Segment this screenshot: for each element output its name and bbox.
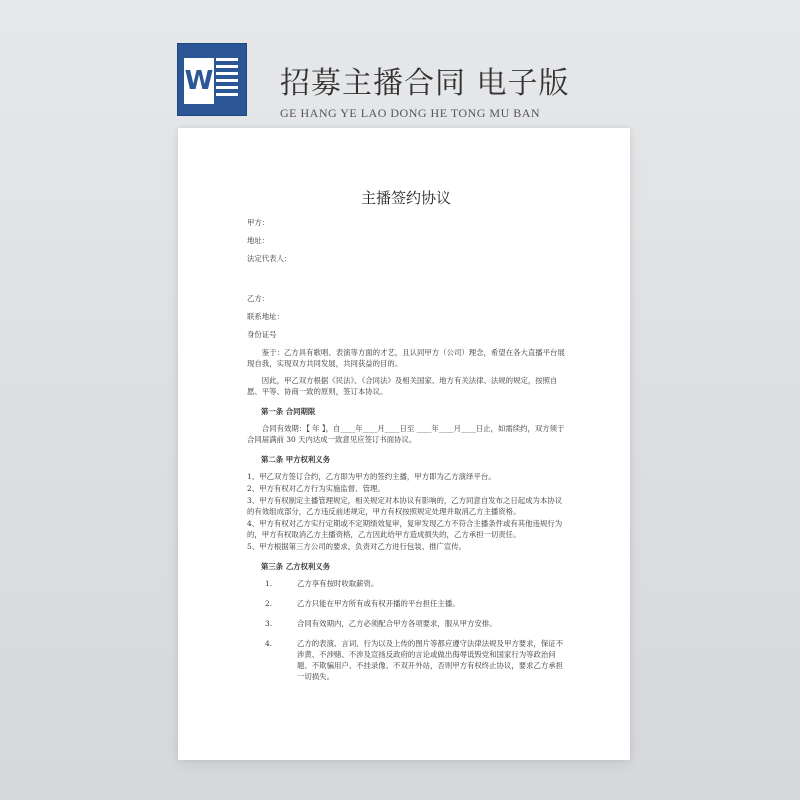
- document-title: 主播签约协议: [360, 189, 451, 207]
- list-item: 2、甲方有权对乙方行为实施监督、管理。: [247, 484, 385, 493]
- section-text: 合同有效期：【 年 】，自____年____月____日至 ____年____月____日止，如需续约，双方须于合同届满前 30 天内达成一致意见应签订书面协议。: [247, 424, 565, 444]
- list-item-number: 1.: [265, 579, 273, 588]
- list-item-text: 合同有效期内，乙方必须配合甲方各项要求，服从甲方安排。: [297, 619, 497, 628]
- list-item: [247, 598, 565, 609]
- word-icon-letter: W: [184, 58, 214, 104]
- list-item-number: 2.: [265, 599, 273, 608]
- legal-rep-field: 法定代表人：: [247, 254, 292, 263]
- party-a-field: 甲方：: [247, 218, 270, 227]
- word-icon-lines: [216, 58, 238, 100]
- word-document-icon: [177, 43, 247, 116]
- list-item-text: 乙方享有按时收取薪资。: [297, 579, 379, 588]
- address-field: 地址：: [247, 236, 270, 245]
- list-item: [247, 578, 565, 589]
- preamble-paragraph: 因此，甲乙双方根据《民法》、《合同法》及相关国家、地方有关法律、法规的规定，按照自愿、平等、协商一致的原则，签订本协议。: [247, 376, 558, 396]
- list-item-number: 3.: [265, 619, 273, 628]
- list-item: [247, 618, 565, 629]
- list-item: 5、甲方根据第三方公司的要求，负责对乙方进行包装、推广宣传。: [247, 542, 467, 551]
- document-page: [178, 128, 630, 760]
- list-item-text: 乙方的表演、言词、行为以及上传的图片等都应遵守法律法规及甲方要求，保证不涉黄、不涉赌、不涉及宣扬反政府的言论或做出侮辱诋毁党和国家行为等政治问题、不欺骗用户、不挂录像、不双开外站，否则甲方有权终止协议，要求乙方承担一切损失。: [297, 639, 564, 681]
- preamble-paragraph: 鉴于：乙方具有歌唱、表演等方面的才艺，且认同甲方（公司）理念，希望在各大直播平台展现自我，实现双方共同发展，共同获益的目的。: [247, 348, 565, 368]
- list-item: 3、甲方有权制定主播管理规定，相关规定对本协议有影响的，乙方同意自发布之日起成为本协议的有效组成部分，乙方违反前述规定，甲方有权按照规定处理并取消乙方主播资格。: [247, 496, 563, 516]
- section3-list: [247, 578, 565, 682]
- list-item-number: 4.: [265, 639, 273, 648]
- banner-title: 招募主播合同 电子版: [280, 66, 570, 101]
- id-number-field: 身份证号: [247, 330, 277, 339]
- party-b-field: 乙方：: [247, 294, 270, 303]
- section-heading: 第三条 乙方权利义务: [261, 562, 331, 571]
- section-heading: 第二条 甲方权利义务: [261, 455, 331, 464]
- list-item: 4、甲方有权对乙方实行定期或不定期绩效复审，复审发现乙方不符合主播条件或有其他违规行为的，甲方有权取消乙方主播资格，乙方因此给甲方造成损失的，乙方承担一切责任。: [247, 519, 563, 539]
- list-item: [247, 638, 565, 682]
- section-heading: 第一条 合同期限: [261, 407, 316, 416]
- contact-address-field: 联系地址：: [247, 312, 284, 321]
- list-item-text: 乙方只能在甲方所有或有权开播的平台担任主播。: [297, 599, 460, 608]
- banner-subtitle: GE HANG YE LAO DONG HE TONG MU BAN: [280, 106, 541, 120]
- document-body: [247, 188, 565, 691]
- list-item: 1、甲乙双方签订合约，乙方即为甲方的签约主播，甲方即为乙方演绎平台。: [247, 472, 496, 481]
